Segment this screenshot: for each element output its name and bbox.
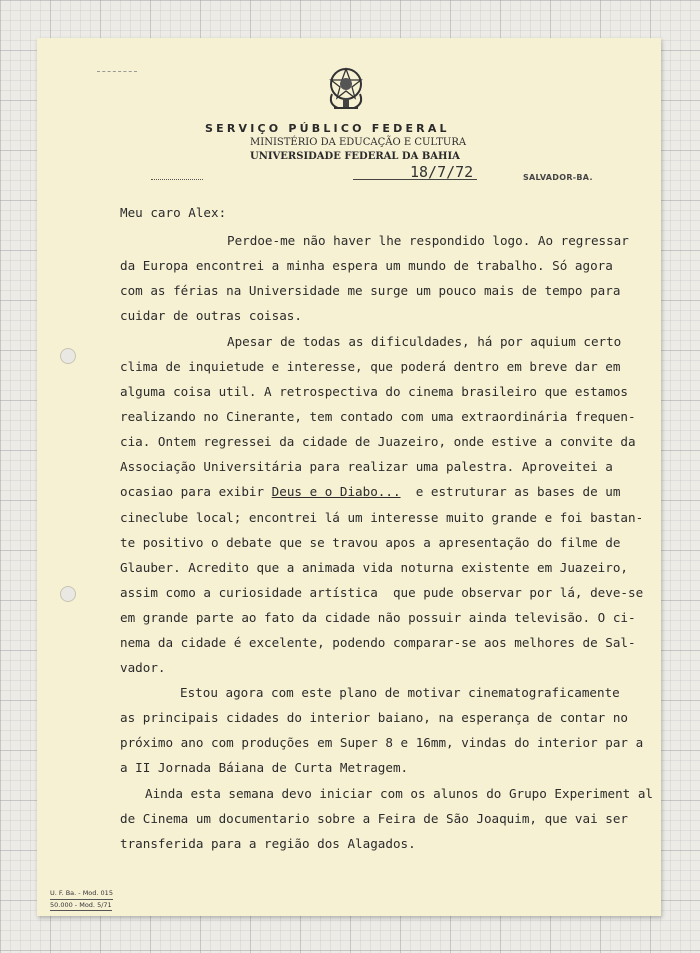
letter-line: cineclube local; encontrei lá um interesse muito grande e foi bastan- <box>120 510 644 525</box>
letterhead-service: SERVIÇO PÚBLICO FEDERAL <box>205 122 450 135</box>
form-code <box>50 888 113 911</box>
letter-line: Perdoe-me não haver lhe respondido logo. Ao regressar <box>227 233 629 248</box>
letter-line: Apesar de todas as dificuldades, há por aquium certo <box>227 334 622 349</box>
letter-line: Ainda esta semana devo iniciar com os alunos do Grupo Experiment al <box>145 786 653 801</box>
letter-line: cuidar de outras coisas. <box>120 308 302 323</box>
form-code-line: 50.000 - Mod. 5/71 <box>50 901 112 909</box>
letter-line: a II Jornada Báiana de Curta Metragem. <box>120 760 409 775</box>
letterhead-ministry: MINISTÉRIO DA EDUCAÇÃO E CULTURA <box>250 137 467 148</box>
letter-line: Glauber. Acredito que a animada vida noturna existente em Juazeiro, <box>120 560 628 575</box>
letter-line: com as férias na Universidade me surge um pouco mais de tempo para <box>120 283 621 298</box>
letter-line: da Europa encontrei a minha espera um mundo de trabalho. Só agora <box>120 258 613 273</box>
letter-line: assim como a curiosidade artística que pude observar por lá, deve-se <box>120 585 644 600</box>
letter-line: cia. Ontem regressei da cidade de Juazeiro, onde estive a convite da <box>120 434 636 449</box>
letter-date: 18/7/72 <box>410 163 474 181</box>
letter-line <box>120 484 620 499</box>
letter-line: realizando no Cinerante, tem contado com uma extraordinária frequen- <box>120 409 636 424</box>
letter-line: Associação Universitária para realizar uma palestra. Aproveitei a <box>120 459 613 474</box>
letter-line: clima de inquietude e interesse, que poderá dentro em breve dar em <box>120 359 621 374</box>
letter-body <box>37 38 661 916</box>
letter-line: alguma coisa util. A retrospectiva do cinema brasileiro que estamos <box>120 384 628 399</box>
salutation: Meu caro Alex: <box>120 205 227 220</box>
letter-text: e estruturar as bases de um <box>400 484 621 499</box>
letter-line: nema da cidade é excelente, podendo comparar-se aos melhores de Sal- <box>120 635 636 650</box>
letter-paper <box>37 38 661 916</box>
letter-line: de Cinema um documentario sobre a Feira de São Joaquim, que vai ser <box>120 811 628 826</box>
letter-line: transferida para a região dos Alagados. <box>120 836 416 851</box>
letter-line: te positivo o debate que se travou apos a apresentação do filme de <box>120 535 621 550</box>
form-code-line: U. F. Ba. - Mod. 015 <box>50 888 113 900</box>
letterhead-university: UNIVERSIDADE FEDERAL DA BAHIA <box>250 151 460 162</box>
letter-line: Estou agora com este plano de motivar cinematograficamente <box>180 685 620 700</box>
letter-text: ocasiao para exibir <box>120 484 272 499</box>
letter-city: SALVADOR-BA. <box>523 173 593 182</box>
letter-line: as principais cidades do interior baiano, na esperança de contar no <box>120 710 628 725</box>
letter-line: em grande parte ao fato da cidade não possuir ainda televisão. O ci- <box>120 610 636 625</box>
film-title: Deus e o Diabo... <box>271 484 401 499</box>
letter-line: próximo ano com produções em Super 8 e 16mm, vindas do interior par a <box>120 735 644 750</box>
letter-line: vador. <box>120 660 166 675</box>
